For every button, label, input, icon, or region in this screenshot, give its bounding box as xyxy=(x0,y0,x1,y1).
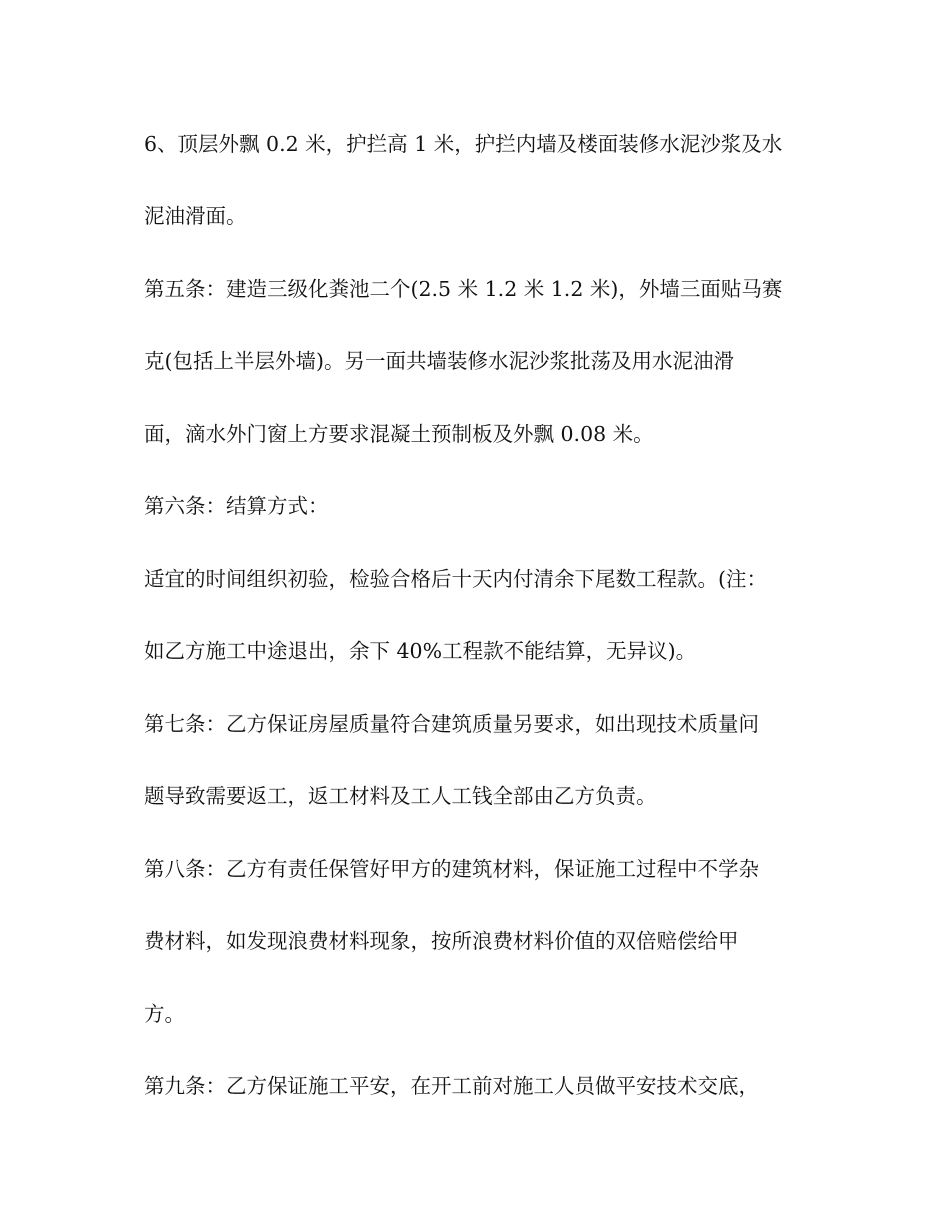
text-line: 第八条：乙方有责任保管好甲方的建筑材料，保证施工过程中不学杂 xyxy=(144,857,759,881)
text-line: 第九条：乙方保证施工平安，在开工前对施工人员做平安技术交底， xyxy=(144,1074,759,1098)
text-line: 泥油滑面。 xyxy=(144,204,247,228)
text-line: 6、顶层外飘 0.2 米，护拦高 1 米，护拦内墙及楼面装修水泥沙浆及水 xyxy=(144,132,783,156)
text-line: 如乙方施工中途退出，余下 40%工程款不能结算，无异议)。 xyxy=(144,639,697,663)
text-line: 第七条：乙方保证房屋质量符合建筑质量另要求，如出现技术质量问 xyxy=(144,712,759,736)
text-line: 第五条：建造三级化粪池二个(2.5 米 1.2 米 1.2 米)，外墙三面贴马赛 xyxy=(144,277,783,301)
text-line: 费材料，如发现浪费材料现象，按所浪费材料价值的双倍赔偿给甲 xyxy=(144,929,739,953)
text-line: 题导致需要返工，返工材料及工人工钱全部由乙方负责。 xyxy=(144,784,657,808)
text-line: 面，滴水外门窗上方要求混凝土预制板及外飘 0.08 米。 xyxy=(144,422,654,446)
text-line: 适宜的时间组织初验，检验合格后十天内付清余下尾数工程款。(注： xyxy=(144,567,767,591)
text-line: 方。 xyxy=(144,1002,185,1026)
text-line: 克(包括上半层外墙)。另一面共墙装修水泥沙浆批荡及用水泥油滑 xyxy=(144,349,734,373)
text-line: 第六条：结算方式： xyxy=(144,494,329,518)
